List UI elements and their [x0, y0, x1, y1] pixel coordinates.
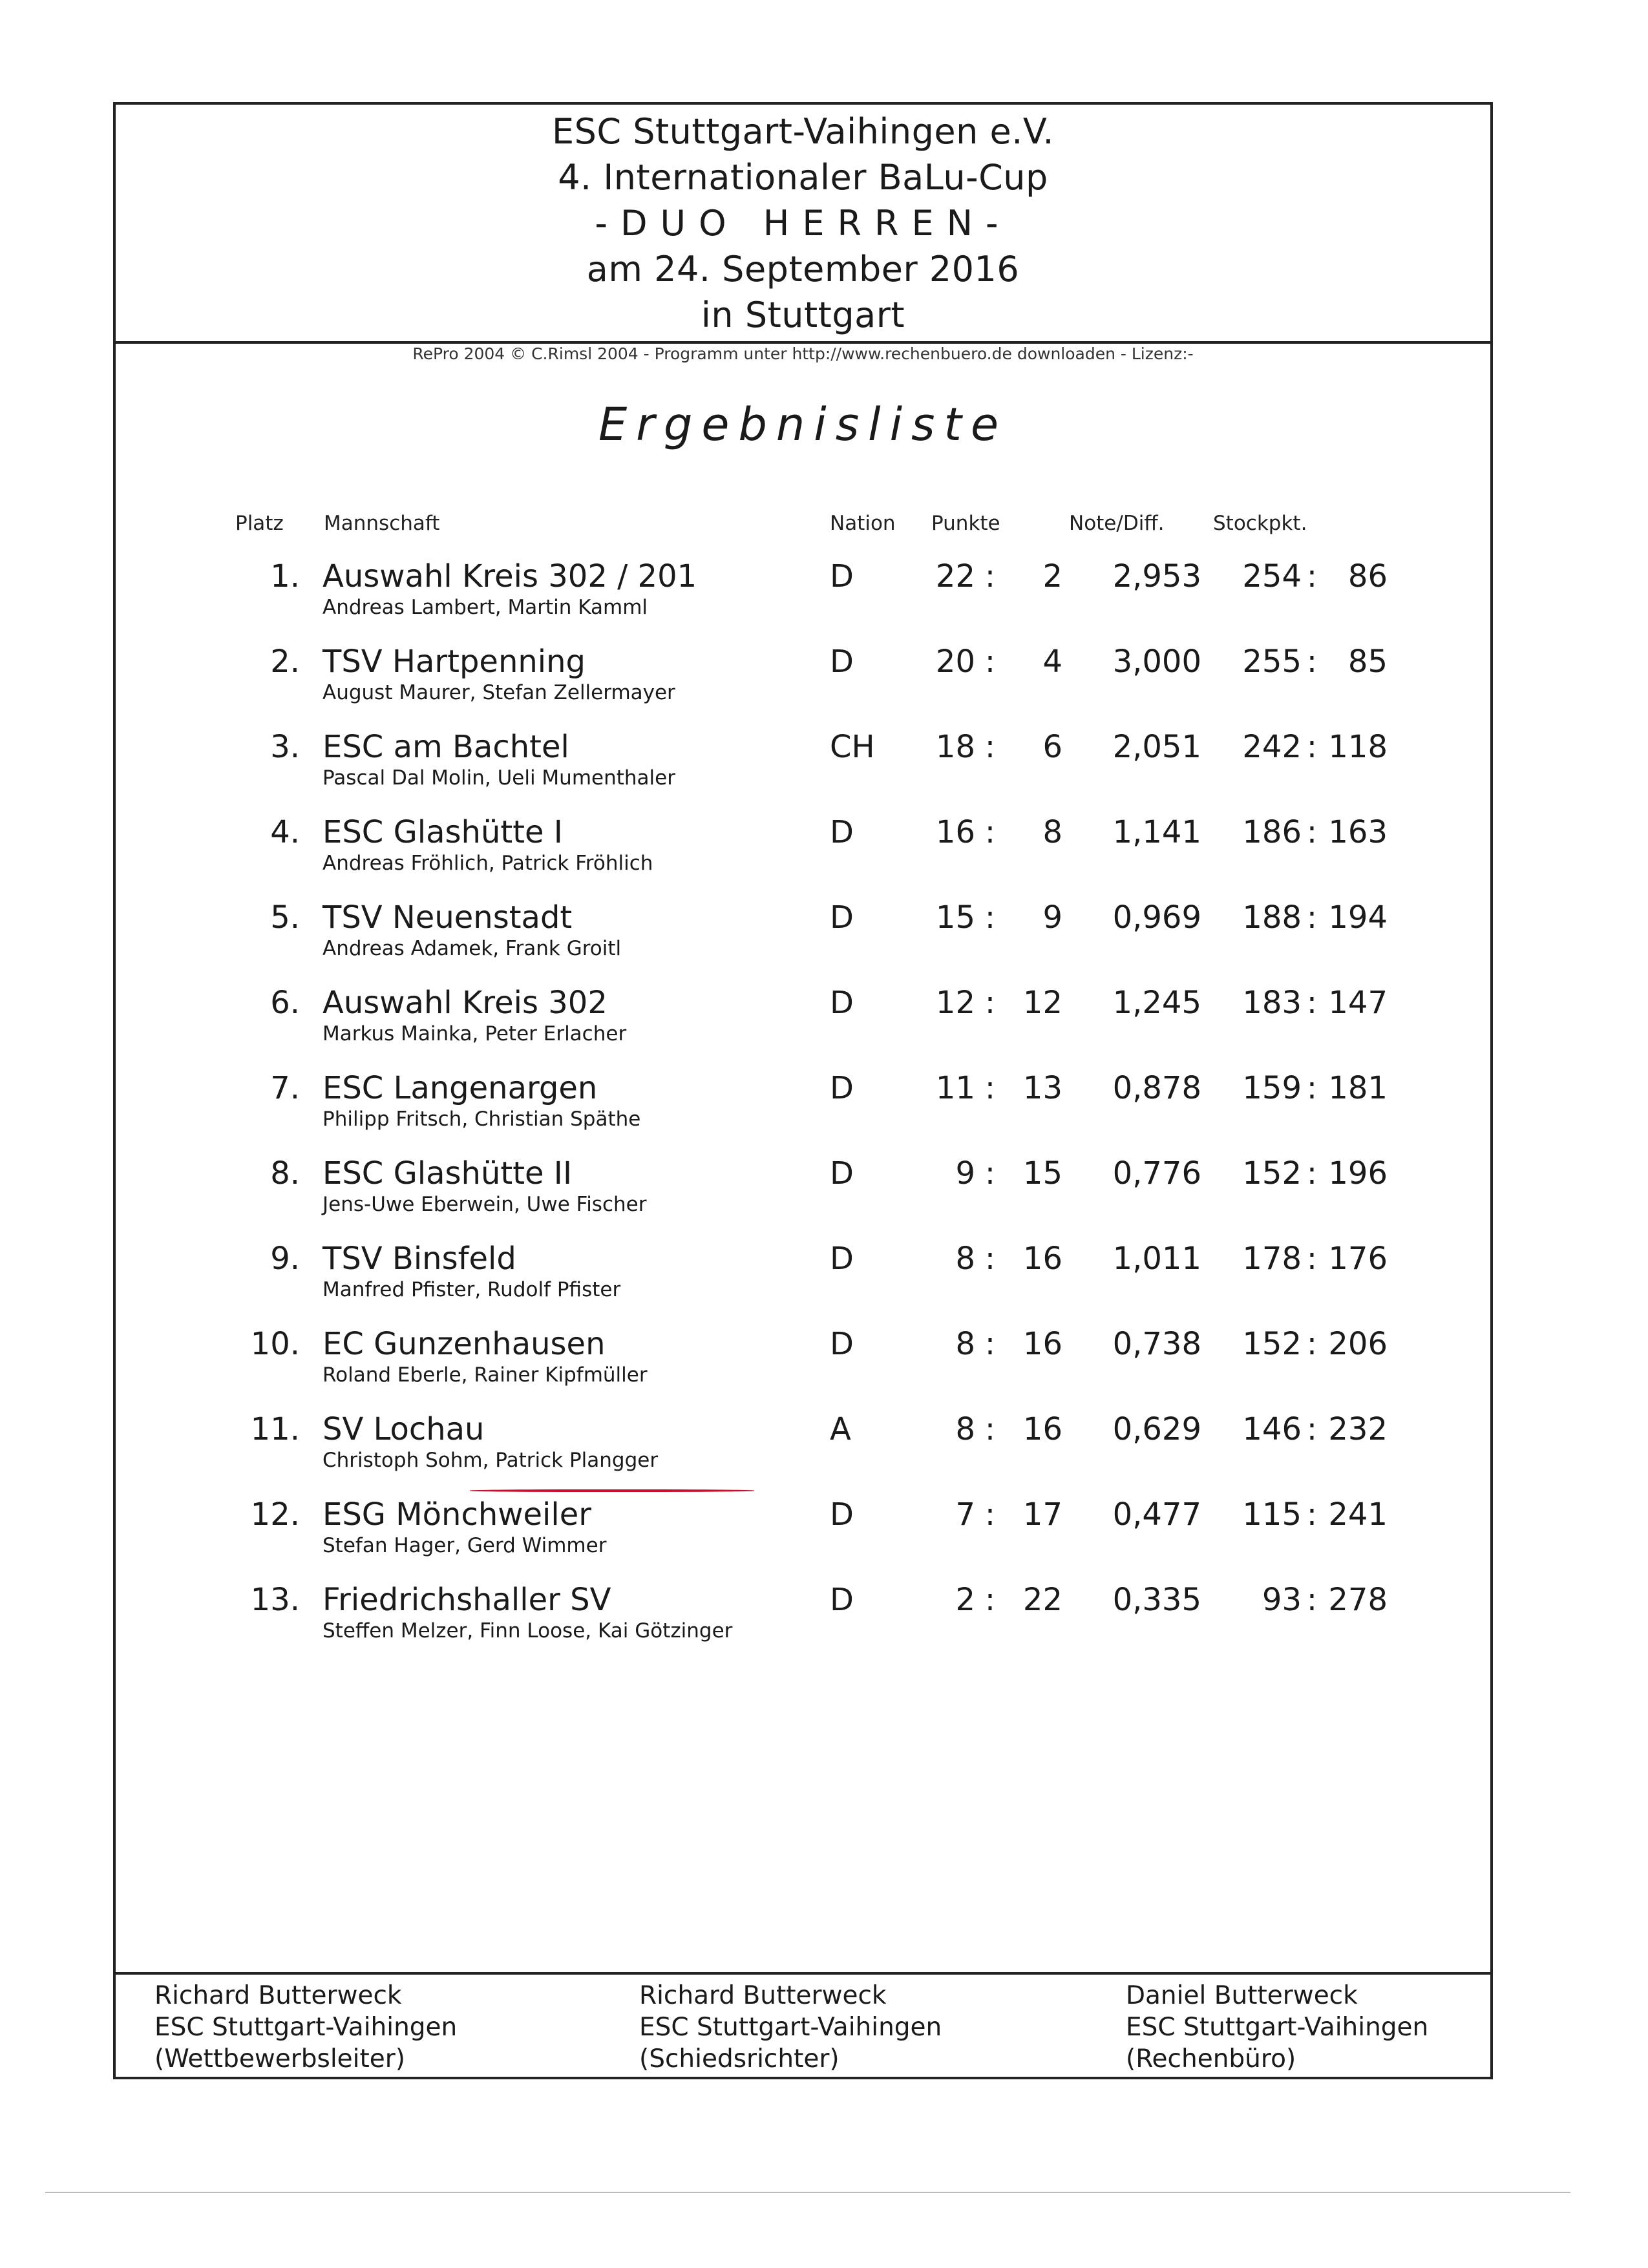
- event-category: -DUO HERREN-: [595, 203, 1011, 244]
- note-diff: 1,011: [1112, 1241, 1201, 1277]
- team-players: Pascal Dal Molin, Ueli Mumenthaler: [322, 766, 675, 790]
- points-won: 9: [955, 1155, 975, 1192]
- points-won: 8: [955, 1326, 975, 1362]
- points-won: 15: [935, 899, 975, 936]
- points-lost: 22: [1022, 1582, 1062, 1618]
- stock-separator: :: [1306, 899, 1318, 936]
- signatory-role: (Rechenbüro): [1126, 2044, 1296, 2074]
- points-lost: 16: [1022, 1326, 1062, 1362]
- stock-points-against: 206: [1328, 1326, 1388, 1362]
- note-diff: 0,629: [1112, 1411, 1201, 1447]
- rank: 3.: [270, 729, 300, 765]
- stock-separator: :: [1306, 558, 1318, 594]
- signatory-name: Richard Butterweck: [154, 1981, 402, 2010]
- stock-points-for: 152: [1242, 1326, 1302, 1362]
- team-players: August Maurer, Stefan Zellermayer: [322, 681, 675, 704]
- stock-separator: :: [1306, 985, 1318, 1021]
- nation: A: [830, 1411, 851, 1447]
- table-row: [116, 898, 1490, 983]
- team-players: Christoph Sohm, Patrick Plangger: [322, 1449, 659, 1472]
- rank: 12.: [250, 1496, 300, 1533]
- stock-points-for: 159: [1242, 1070, 1302, 1106]
- points-lost: 16: [1022, 1241, 1062, 1277]
- red-pen-underline: [470, 1489, 754, 1492]
- stock-points-for: 183: [1242, 985, 1302, 1021]
- rank: 2.: [270, 644, 300, 680]
- team-players: Jens-Uwe Eberwein, Uwe Fischer: [322, 1193, 647, 1216]
- team-name: Friedrichshaller SV: [322, 1582, 611, 1618]
- points-separator: :: [984, 1582, 996, 1618]
- stock-separator: :: [1306, 1411, 1318, 1447]
- column-header-nation: Nation: [830, 512, 896, 535]
- rank: 4.: [270, 814, 300, 850]
- table-row: [116, 1154, 1490, 1239]
- stock-separator: :: [1306, 814, 1318, 850]
- stock-points-for: 254: [1242, 558, 1302, 594]
- team-players: Manfred Pfister, Rudolf Pfister: [322, 1278, 621, 1301]
- stock-points-for: 152: [1242, 1155, 1302, 1192]
- rank: 6.: [270, 985, 300, 1021]
- event-date: am 24. September 2016: [586, 249, 1020, 289]
- stock-points-against: 196: [1328, 1155, 1388, 1192]
- stock-points-for: 178: [1242, 1241, 1302, 1277]
- points-lost: 4: [1042, 644, 1062, 680]
- nation: D: [830, 1582, 854, 1618]
- stock-separator: :: [1306, 1326, 1318, 1362]
- stock-points-for: 115: [1242, 1496, 1302, 1533]
- points-won: 11: [935, 1070, 975, 1106]
- rank: 13.: [250, 1582, 300, 1618]
- stock-points-against: 232: [1328, 1411, 1388, 1447]
- team-name: ESC Glashütte II: [322, 1155, 573, 1192]
- rank: 5.: [270, 899, 300, 936]
- table-row: [116, 813, 1490, 898]
- team-players: Andreas Lambert, Martin Kamml: [322, 596, 648, 619]
- stock-points-for: 146: [1242, 1411, 1302, 1447]
- points-won: 16: [935, 814, 975, 850]
- team-name: Auswahl Kreis 302 / 201: [322, 558, 697, 594]
- note-diff: 1,245: [1112, 985, 1201, 1021]
- column-header-punkte: Punkte: [931, 512, 1000, 535]
- team-players: Stefan Hager, Gerd Wimmer: [322, 1534, 607, 1557]
- signatory-role: (Schiedsrichter): [639, 2044, 840, 2074]
- points-lost: 17: [1022, 1496, 1062, 1533]
- stock-points-against: 194: [1328, 899, 1388, 936]
- stock-points-for: 93: [1262, 1582, 1302, 1618]
- points-separator: :: [984, 985, 996, 1021]
- points-separator: :: [984, 1070, 996, 1106]
- team-players: Andreas Adamek, Frank Groitl: [322, 937, 622, 960]
- points-lost: 2: [1042, 558, 1062, 594]
- team-name: TSV Neuenstadt: [322, 899, 573, 936]
- points-separator: :: [984, 558, 996, 594]
- team-players: Steffen Melzer, Finn Loose, Kai Götzinger: [322, 1619, 733, 1643]
- signature-block: [154, 1980, 457, 2075]
- stock-separator: :: [1306, 1241, 1318, 1277]
- note-diff: 0,477: [1112, 1496, 1201, 1533]
- table-row: [116, 1495, 1490, 1580]
- team-players: Andreas Fröhlich, Patrick Fröhlich: [322, 852, 653, 875]
- points-won: 18: [935, 729, 975, 765]
- stock-points-against: 241: [1328, 1496, 1388, 1533]
- points-separator: :: [984, 644, 996, 680]
- team-name: ESC Glashütte I: [322, 814, 563, 850]
- points-won: 8: [955, 1411, 975, 1447]
- stock-separator: :: [1306, 644, 1318, 680]
- stock-points-against: 85: [1347, 644, 1388, 680]
- nation: D: [830, 558, 854, 594]
- stock-points-against: 181: [1328, 1070, 1388, 1106]
- nation: D: [830, 1155, 854, 1192]
- table-row: [116, 728, 1490, 813]
- team-players: Roland Eberle, Rainer Kipfmüller: [322, 1363, 648, 1387]
- page-title: Ergebnisliste: [598, 398, 1008, 451]
- rank: 11.: [250, 1411, 300, 1447]
- stock-points-against: 163: [1328, 814, 1388, 850]
- points-won: 8: [955, 1241, 975, 1277]
- scan-edge-line: [45, 2192, 1570, 2193]
- table-row: [116, 557, 1490, 642]
- team-name: ESC am Bachtel: [322, 729, 569, 765]
- column-header-platz: Platz: [235, 512, 284, 535]
- stock-separator: :: [1306, 729, 1318, 765]
- points-won: 22: [935, 558, 975, 594]
- nation: D: [830, 985, 854, 1021]
- stock-points-against: 176: [1328, 1241, 1388, 1277]
- document-frame: [113, 102, 1493, 2079]
- stock-separator: :: [1306, 1155, 1318, 1192]
- stock-separator: :: [1306, 1070, 1318, 1106]
- signature-block: [1126, 1980, 1428, 2075]
- team-name: EC Gunzenhausen: [322, 1326, 606, 1362]
- note-diff: 0,335: [1112, 1582, 1201, 1618]
- team-players: Markus Mainka, Peter Erlacher: [322, 1022, 627, 1045]
- stock-points-against: 278: [1328, 1582, 1388, 1618]
- team-name: ESG Mönchweiler: [322, 1496, 591, 1533]
- nation: D: [830, 1241, 854, 1277]
- table-row: [116, 983, 1490, 1069]
- table-row: [116, 642, 1490, 728]
- event-name: 4. Internationaler BaLu-Cup: [558, 157, 1048, 198]
- signatory-name: Daniel Butterweck: [1126, 1981, 1358, 2010]
- note-diff: 3,000: [1112, 644, 1201, 680]
- points-separator: :: [984, 729, 996, 765]
- team-name: Auswahl Kreis 302: [322, 985, 607, 1021]
- points-won: 12: [935, 985, 975, 1021]
- nation: CH: [830, 729, 875, 765]
- stock-separator: :: [1306, 1496, 1318, 1533]
- points-lost: 12: [1022, 985, 1062, 1021]
- column-header-stockpkt: Stockpkt.: [1213, 512, 1307, 535]
- event-header: [116, 105, 1490, 344]
- nation: D: [830, 899, 854, 936]
- software-note: RePro 2004 © C.Rimsl 2004 - Programm unter http://www.rechenbuero.de downloaden - Lizenz:-: [412, 344, 1194, 363]
- points-separator: :: [984, 899, 996, 936]
- table-row: [116, 1239, 1490, 1325]
- points-won: 2: [955, 1582, 975, 1618]
- points-lost: 9: [1042, 899, 1062, 936]
- signatory-club: ESC Stuttgart-Vaihingen: [1126, 2013, 1429, 2042]
- note-diff: 2,953: [1112, 558, 1201, 594]
- points-separator: :: [984, 1241, 996, 1277]
- note-diff: 2,051: [1112, 729, 1201, 765]
- stock-points-against: 86: [1347, 558, 1388, 594]
- signature-block: [639, 1980, 942, 2075]
- points-lost: 15: [1022, 1155, 1062, 1192]
- table-row: [116, 1325, 1490, 1410]
- points-lost: 8: [1042, 814, 1062, 850]
- points-lost: 6: [1042, 729, 1062, 765]
- nation: D: [830, 814, 854, 850]
- stock-points-for: 186: [1242, 814, 1302, 850]
- team-name: SV Lochau: [322, 1411, 485, 1447]
- points-won: 7: [955, 1496, 975, 1533]
- signatory-club: ESC Stuttgart-Vaihingen: [639, 2013, 942, 2042]
- note-diff: 0,969: [1112, 899, 1201, 936]
- points-separator: :: [984, 1155, 996, 1192]
- column-header-note: Note/Diff.: [1069, 512, 1165, 535]
- table-row: [116, 1410, 1490, 1495]
- note-diff: 0,776: [1112, 1155, 1201, 1192]
- signatory-club: ESC Stuttgart-Vaihingen: [154, 2013, 458, 2042]
- points-lost: 13: [1022, 1070, 1062, 1106]
- stock-points-for: 188: [1242, 899, 1302, 936]
- rank: 9.: [270, 1241, 300, 1277]
- club-name: ESC Stuttgart-Vaihingen e.V.: [551, 111, 1055, 152]
- rank: 1.: [270, 558, 300, 594]
- nation: D: [830, 1070, 854, 1106]
- team-name: ESC Langenargen: [322, 1070, 598, 1106]
- stock-points-for: 255: [1242, 644, 1302, 680]
- points-lost: 16: [1022, 1411, 1062, 1447]
- column-header-mannschaft: Mannschaft: [324, 512, 440, 535]
- nation: D: [830, 1496, 854, 1533]
- stock-points-against: 147: [1328, 985, 1388, 1021]
- points-won: 20: [935, 644, 975, 680]
- event-location: in Stuttgart: [701, 295, 905, 335]
- points-separator: :: [984, 814, 996, 850]
- points-separator: :: [984, 1496, 996, 1533]
- table-row: [116, 1580, 1490, 1666]
- team-name: TSV Binsfeld: [322, 1241, 516, 1277]
- points-separator: :: [984, 1326, 996, 1362]
- note-diff: 1,141: [1112, 814, 1201, 850]
- stock-points-for: 242: [1242, 729, 1302, 765]
- points-separator: :: [984, 1411, 996, 1447]
- rank: 10.: [250, 1326, 300, 1362]
- table-row: [116, 1069, 1490, 1154]
- nation: D: [830, 644, 854, 680]
- rank: 7.: [270, 1070, 300, 1106]
- rank: 8.: [270, 1155, 300, 1192]
- nation: D: [830, 1326, 854, 1362]
- stock-points-against: 118: [1328, 729, 1388, 765]
- signatory-role: (Wettbewerbsleiter): [154, 2044, 406, 2074]
- signatory-name: Richard Butterweck: [639, 1981, 887, 2010]
- note-diff: 0,738: [1112, 1326, 1201, 1362]
- stock-separator: :: [1306, 1582, 1318, 1618]
- note-diff: 0,878: [1112, 1070, 1201, 1106]
- team-name: TSV Hartpenning: [322, 644, 586, 680]
- signature-footer: [116, 1972, 1490, 2079]
- team-players: Philipp Fritsch, Christian Späthe: [322, 1108, 641, 1131]
